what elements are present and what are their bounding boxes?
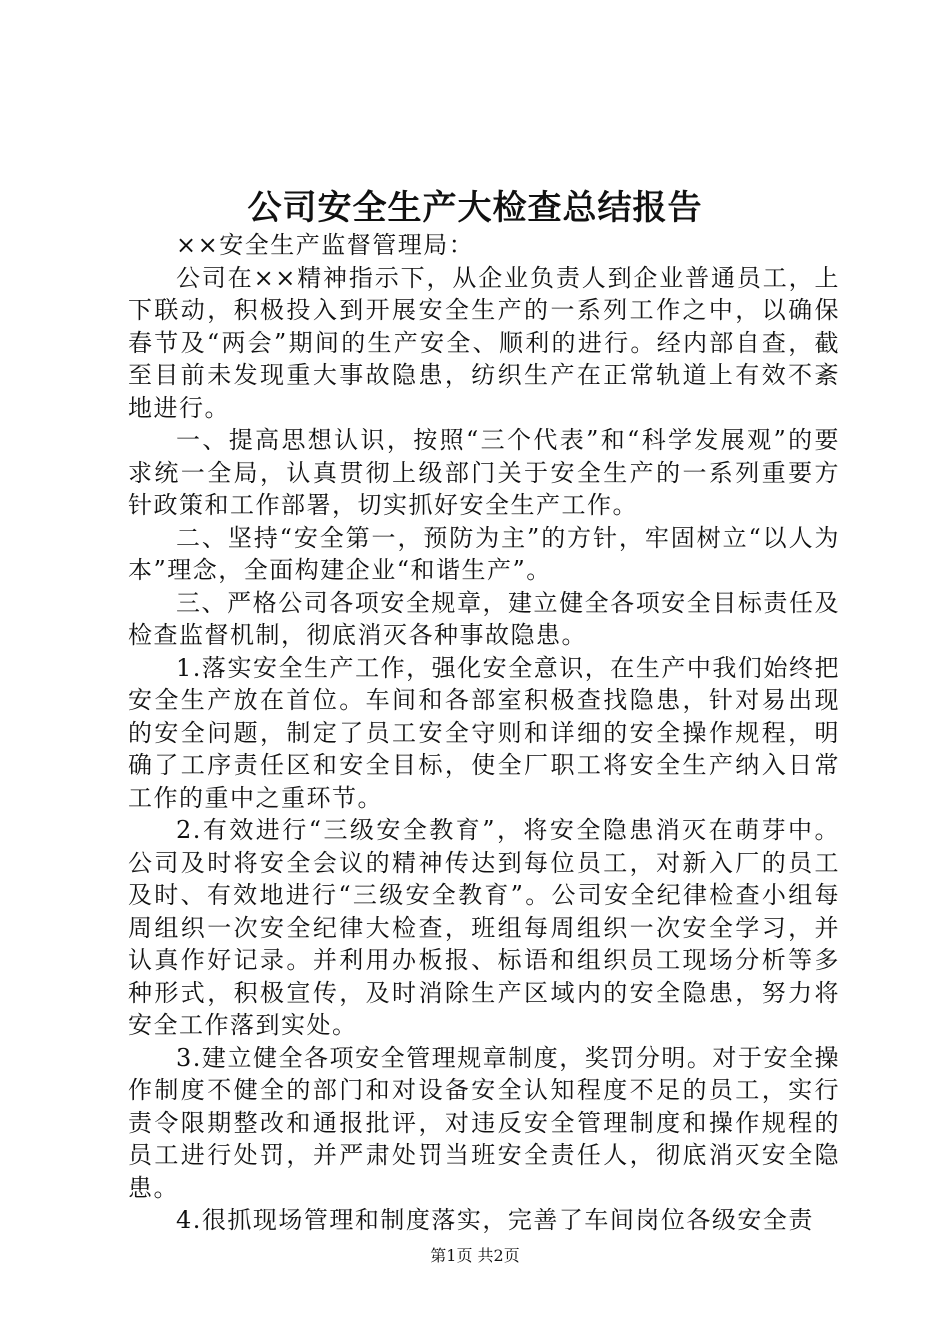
page-number-footer: 第1页 共2页 xyxy=(430,1246,520,1265)
paragraph-section-1: 一、提高思想认识，按照“三个代表”和“科学发展观”的要求统一全局，认真贯彻上级部门关于安全生产的一系列重要方针政策和工作部署，切实抓好安全生产工作。 xyxy=(128,426,840,519)
paragraph-item-2: 2.有效进行“三级安全教育”，将安全隐患消灭在萌芽中。公司及时将安全会议的精神传达到每位员工，对新入厂的员工及时、有效地进行“三级安全教育”。公司安全纪律检查小组每周组织一次安全纪律大检查，班组每周组织一次安全学习，并认真作好记录。并利用办板报、标语和组织员工现场分析等多种形式，积极宣传，及时消除生产区域内的安全隐患，努力将安全工作落到实处。 xyxy=(128,816,840,1039)
paragraph-item-1: 1.落实安全生产工作，强化安全意识，在生产中我们始终把安全生产放在首位。车间和各部室积极查找隐患，针对易出现的安全问题，制定了员工安全守则和详细的安全操作规程，明确了工序责任区和安全目标，使全厂职工将安全生产纳入日常工作的重中之重环节。 xyxy=(128,653,840,812)
document-body xyxy=(128,229,840,1237)
paragraph-item-3: 3.建立健全各项安全管理规章制度，奖罚分明。对于安全操作制度不健全的部门和对设备安全认知程度不足的员工，实行责令限期整改和通报批评，对违反安全管理制度和操作规程的员工进行处罚，并严肃处罚当班安全责任人，彻底消灭安全隐患。 xyxy=(128,1043,840,1202)
paragraph-intro: 公司在××精神指示下，从企业负责人到企业普通员工，上下联动，积极投入到开展安全生产的一系列工作之中，以确保春节及“两会”期间的生产安全、顺利的进行。经内部自查，截至目前未发现重大事故隐患，纺织生产在正常轨道上有效不紊地进行。 xyxy=(128,263,840,422)
document-title: 公司安全生产大检查总结报告 xyxy=(247,188,703,228)
paragraph-section-3: 三、严格公司各项安全规章，建立健全各项安全目标责任及检查监督机制，彻底消灭各种事故隐患。 xyxy=(128,588,840,649)
paragraph-section-2: 二、坚持“安全第一，预防为主”的方针，牢固树立“以人为本”理念，全面构建企业“和谐生产”。 xyxy=(128,523,840,584)
paragraph-item-4: 4.很抓现场管理和制度落实，完善了车间岗位各级安全责 xyxy=(176,1206,814,1234)
salutation: ××安全生产监督管理局： xyxy=(176,231,475,259)
